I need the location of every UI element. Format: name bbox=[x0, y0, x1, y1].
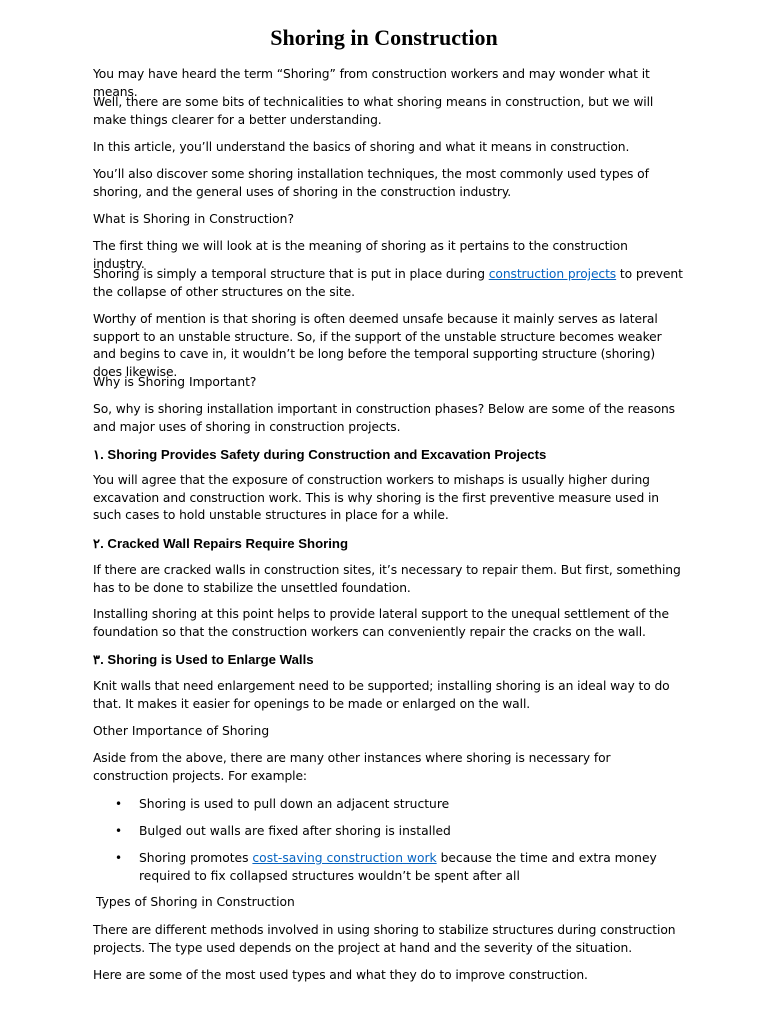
cost-saving-construction-work-link[interactable]: cost-saving construction work bbox=[252, 851, 437, 865]
definition-text-after: to prevent the collapse of other structures on the site. bbox=[93, 267, 683, 299]
paragraph-methods: There are different methods involved in using shoring to stabilize structures during construction projects. The type used depends on the project at hand and the severity of the situation. bbox=[93, 923, 676, 955]
paragraph-article-basics: In this article, you’ll understand the basics of shoring and what it means in construction. bbox=[93, 140, 630, 154]
list-item bbox=[139, 850, 704, 885]
paragraph-most-used-types: Here are some of the most used types and what they do to improve construction. bbox=[93, 968, 588, 982]
paragraph-other-instances: Aside from the above, there are many other instances where shoring is necessary for construction projects. For example: bbox=[93, 751, 611, 783]
definition-text-before: Shoring is simply a temporal structure that is put in place during bbox=[93, 267, 489, 281]
paragraph-unsafe: Worthy of mention is that shoring is often deemed unsafe because it mainly serves as lateral support to an unstable structure. So, if the support of the unstable structure becomes weaker and begins to cave in, it wouldn’t be long before the temporal supporting structure (shoring) does likewise. bbox=[93, 312, 662, 379]
paragraph-reasons: So, why is shoring installation important in construction phases? Below are some of the reasons and major uses of shoring in construction projects. bbox=[93, 402, 675, 434]
paragraph-safety: You will agree that the exposure of construction workers to mishaps is usually higher during excavation and construction work. This is why shoring is the first preventive measure used in such cases to hold unstable structures in place for a while. bbox=[93, 473, 659, 523]
construction-projects-link[interactable]: construction projects bbox=[488, 267, 617, 281]
page-title: Shoring in Construction bbox=[270, 25, 498, 50]
paragraph-cracked-walls: If there are cracked walls in construction sites, it’s necessary to repair them. But first, something has to be done to stabilize the unsettled foundation. bbox=[93, 563, 681, 595]
list-item: Bulged out walls are fixed after shoring is installed bbox=[139, 824, 451, 838]
list-item: Shoring is used to pull down an adjacent structure bbox=[139, 797, 450, 811]
paragraph-lateral-support: Installing shoring at this point helps to provide lateral support to the unequal settlement of the foundation so that the construction workers can conveniently repair the cracks on the wall. bbox=[93, 607, 669, 639]
paragraph-meaning: The first thing we will look at is the meaning of shoring as it pertains to the construction industry. bbox=[93, 239, 628, 271]
bullet-marker: • bbox=[115, 797, 123, 811]
paragraph-discover: You’ll also discover some shoring installation techniques, the most commonly used types of shoring, and the general uses of shoring in the construction industry. bbox=[93, 167, 649, 199]
heading-cracked-walls: ٢. Cracked Wall Repairs Require Shoring bbox=[93, 536, 349, 551]
intro-paragraph: You may have heard the term “Shoring” from construction workers and may wonder what it means. bbox=[93, 67, 650, 99]
paragraph-enlarge-walls: Knit walls that need enlargement need to be supported; installing shoring is an ideal way to do that. It makes it easier for openings to be made or enlarged on the wall. bbox=[93, 679, 670, 711]
paragraph-definition bbox=[93, 266, 683, 301]
heading-other-importance: Other Importance of Shoring bbox=[93, 724, 270, 738]
list-item-text-after: because the time and extra money required to fix collapsed structures wouldn’t be spent after all bbox=[139, 851, 657, 883]
paragraph-technicalities: Well, there are some bits of technicalities to what shoring means in construction, but we will make things clearer for a better understanding. bbox=[93, 95, 654, 127]
heading-safety: ١. Shoring Provides Safety during Construction and Excavation Projects bbox=[93, 447, 547, 462]
bullet-marker: • bbox=[115, 824, 123, 838]
heading-why-important: Why is Shoring Important? bbox=[93, 375, 257, 389]
heading-what-is-shoring: What is Shoring in Construction? bbox=[93, 212, 294, 226]
list-item-text-before: Shoring promotes bbox=[139, 851, 253, 865]
bullet-marker: • bbox=[115, 851, 123, 865]
heading-types-of-shoring: Types of Shoring in Construction bbox=[96, 895, 295, 909]
heading-enlarge-walls: ٣. Shoring is Used to Enlarge Walls bbox=[93, 652, 314, 667]
